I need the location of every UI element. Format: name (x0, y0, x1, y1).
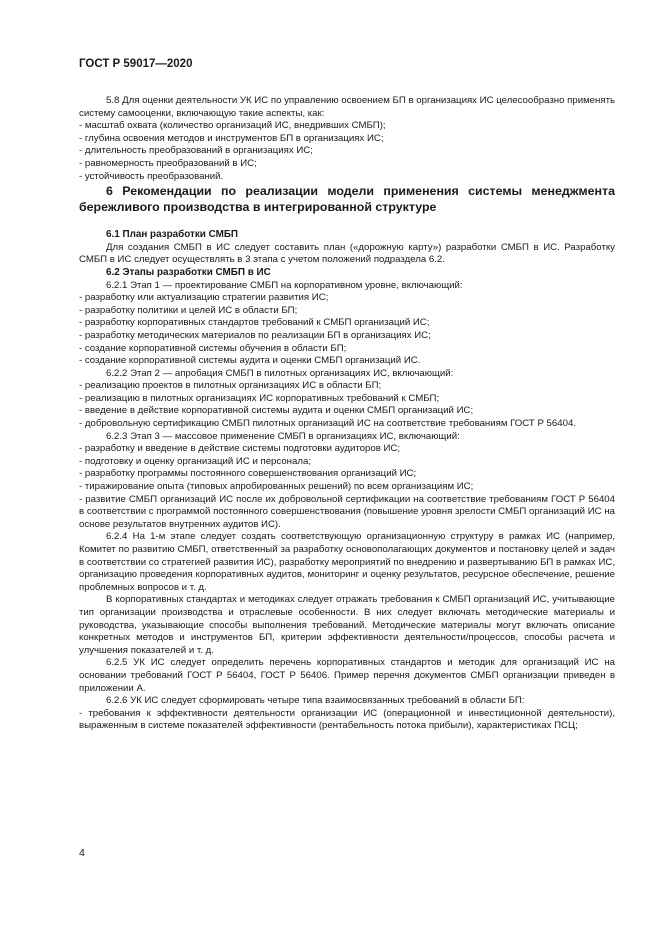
list-item: - равномерность преобразований в ИС; (79, 157, 257, 169)
subsection-heading-6-2: 6.2 Этапы разработки СМБП в ИС (106, 266, 271, 278)
page-number: 4 (79, 847, 85, 859)
list-item: - разработку и введение в действие системы подготовки аудиторов ИС; (79, 443, 401, 455)
list-item: - длительность преобразований в организациях ИС; (79, 145, 313, 157)
list-item: - реализацию в пилотных организациях ИС корпоративных требований к СМБП; (79, 392, 440, 404)
paragraph-6-2-3: 6.2.3 Этап 3 — массовое применение СМБП в организациях ИС, включающий: (106, 430, 460, 442)
list-item: - добровольную сертификацию СМБП пилотных организаций ИС на соответствие требованиям ГОСТ Р 56404. (79, 418, 576, 430)
paragraph-6-2-2: 6.2.2 Этап 2 — апробация СМБП в пилотных организациях ИС, включающий: (106, 367, 454, 379)
list-item: - разработку методических материалов по реализации БП в организациях ИС; (79, 329, 431, 341)
list-item: - подготовку и оценку организаций ИС и персонала; (79, 455, 311, 467)
list-item: - разработку политики и целей ИС в области БП; (79, 304, 298, 316)
paragraph-6-2-6: 6.2.6 УК ИС следует сформировать четыре типа взаимосвязанных требований в области БП: (106, 695, 525, 707)
paragraph-6-2-5: 6.2.5 УК ИС следует определить перечень корпоративных стандартов и методик для организаций ИС на основании требований ГОСТ Р 56404, ГОСТ Р 56406. Пример перечня документов СМБП организации приведен в приложении А. (79, 657, 615, 694)
list-item: - развитие СМБП организаций ИС после их добровольной сертификации на соответствие требованиям ГОСТ Р 56404 в соответствии с программой постоянного совершенствования (повышение уровня зрелости СМБП организаций ИС на основе результатов внутренних аудитов ИС). (79, 493, 615, 530)
list-item: - создание корпоративной системы обучения в области БП; (79, 342, 347, 354)
list-item: - разработку программы постоянного совершенствования организаций ИС; (79, 468, 417, 480)
list-item: - масштаб охвата (количество организаций ИС, внедривших СМБП); (79, 120, 386, 132)
list-item: - тиражирование опыта (типовых апробированных решений) по всем организациям ИС; (79, 481, 474, 493)
list-item: - разработку или актуализацию стратегии развития ИС; (79, 292, 329, 304)
list-item: - разработку корпоративных стандартов требований к СМБП организаций ИС; (79, 317, 430, 329)
list-item: - реализацию проектов в пилотных организациях ИС в области БП; (79, 380, 382, 392)
list-item: - введение в действие корпоративной системы аудита и оценки СМБП организаций ИС; (79, 405, 474, 417)
paragraph-5-8: 5.8 Для оценки деятельности УК ИС по управлению освоением БП в организациях ИС целесообразно применять систему самооценки, включающую такие аспекты, как: (79, 95, 615, 119)
paragraph-6-2-4: 6.2.4 На 1-м этапе следует создать соответствующую организационную структуру в рамках ИС (например, Комитет по развитию СМБП, ответственный за разработку основополагающих документов и постановку целей и задач в соответствии со стратегией развития ИС), разработку мероприятий по внедрению и развертыванию БП в рамках ИС, организацию проведения корпоративных аудитов, мониторинг и оценку результатов, ресурсное обеспечение, решение проблемных вопросов и т. д. (79, 531, 615, 593)
section-heading-6: 6 Рекомендации по реализации модели применения системы менеджмента бережливого производства в интегрированной структуре (79, 184, 615, 215)
subsection-heading-6-1: 6.1 План разработки СМБП (106, 229, 239, 241)
list-item: - устойчивость преобразований. (79, 170, 224, 182)
standard-header: ГОСТ Р 59017—2020 (79, 58, 193, 70)
paragraph-6-2-4-b: В корпоративных стандартах и методиках следует отражать требования к СМБП организаций ИС, учитывающие тип организации производства и отраслевые особенности. В них следует включать методические материалы и руководства, указывающие способы выполнения требований. Методические материалы могут включать описание конкретных методов и инструментов БП, критерии эффективности деятельности/процессов, способы расчета и улучшения показателей и т. д. (79, 594, 615, 656)
list-item: - глубина освоения методов и инструментов БП в организациях ИС; (79, 132, 384, 144)
list-item: - создание корпоративной системы аудита и оценки СМБП организаций ИС. (79, 355, 421, 367)
paragraph-6-2-1: 6.2.1 Этап 1 — проектирование СМБП на корпоративном уровне, включающий: (106, 279, 463, 291)
paragraph-6-1: Для создания СМБП в ИС следует составить план («дорожную карту») разработки СМБП в ИС. Разработку СМБП в ИС следует осуществлять в 3 этапа с учетом положений подраздела 6.2. (79, 241, 615, 266)
list-item: - требования к эффективности деятельности организации ИС (операционной и инвестиционной деятельности), выраженным в системе показателей эффективности (рентабельность потока прибыли), характеристиках ПСЦ; (79, 707, 615, 732)
document-body (79, 95, 615, 733)
